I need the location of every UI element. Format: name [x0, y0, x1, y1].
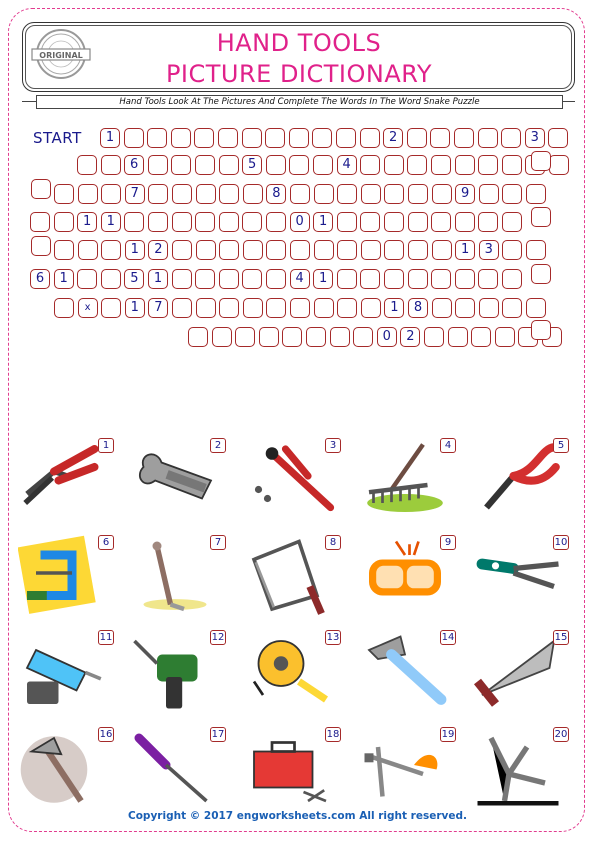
puzzle-cell[interactable]: [148, 155, 168, 175]
puzzle-cell[interactable]: [336, 128, 356, 148]
puzzle-cell[interactable]: [101, 298, 121, 318]
subtitle-rule-right: [563, 101, 575, 102]
puzzle-cell[interactable]: [531, 207, 551, 227]
puzzle-cell[interactable]: [54, 212, 74, 232]
pliers-icon: [473, 438, 563, 523]
puzzle-cell[interactable]: [266, 155, 286, 175]
puzzle-cell[interactable]: 4: [290, 269, 310, 289]
puzzle-cell[interactable]: [77, 155, 97, 175]
picture-16: [18, 727, 118, 812]
puzzle-cell[interactable]: [78, 240, 98, 260]
puzzle-cell[interactable]: 8: [408, 298, 428, 318]
puzzle-cell[interactable]: [531, 264, 551, 284]
tape-measure-icon: [245, 630, 335, 715]
puzzle-cell[interactable]: 0: [377, 327, 397, 347]
picture-number: 10: [554, 537, 568, 548]
puzzle-cell[interactable]: [548, 128, 568, 148]
puzzle-cell[interactable]: 5: [124, 269, 144, 289]
puzzle-cell[interactable]: [306, 327, 326, 347]
puzzle-cell[interactable]: [448, 327, 468, 347]
puzzle-cell[interactable]: [289, 155, 309, 175]
puzzle-cell[interactable]: [454, 128, 474, 148]
puzzle-cell[interactable]: 3: [525, 128, 545, 148]
puzzle-cell[interactable]: 1: [313, 269, 333, 289]
puzzle-cell[interactable]: [337, 184, 357, 204]
picture-14: [360, 630, 460, 715]
instructions-text: Hand Tools Look At The Pictures And Complete The Words In The Word Snake Puzzle: [36, 95, 563, 109]
puzzle-cell[interactable]: 5: [242, 155, 262, 175]
puzzle-cell[interactable]: [330, 327, 350, 347]
puzzle-cell[interactable]: 1: [313, 212, 333, 232]
puzzle-cell[interactable]: [360, 269, 380, 289]
puzzle-cell[interactable]: [455, 269, 475, 289]
handsaw-icon: [473, 630, 563, 715]
hacksaw-icon: [245, 535, 335, 620]
picture-number: 4: [440, 438, 456, 453]
puzzle-cell[interactable]: [407, 128, 427, 148]
puzzle-cell[interactable]: [526, 184, 546, 204]
picture-12: [130, 630, 230, 715]
locking-pliers-icon: [473, 535, 563, 620]
hammer-drill-icon: [130, 630, 220, 715]
puzzle-cell[interactable]: 4: [337, 155, 357, 175]
picture-number: 13: [326, 632, 340, 643]
puzzle-cell[interactable]: [478, 128, 498, 148]
puzzle-cell[interactable]: 6: [124, 155, 144, 175]
puzzle-cell[interactable]: [101, 155, 121, 175]
puzzle-cell[interactable]: [266, 298, 286, 318]
puzzle-cell[interactable]: [314, 240, 334, 260]
puzzle-cell[interactable]: [194, 128, 214, 148]
puzzle-cell[interactable]: [384, 212, 404, 232]
puzzle-cell[interactable]: [219, 155, 239, 175]
puzzle-cell[interactable]: [290, 240, 310, 260]
picture-5: [473, 438, 573, 523]
picture-9: [360, 535, 460, 620]
puzzle-cell[interactable]: [314, 298, 334, 318]
start-label: START: [33, 129, 82, 147]
puzzle-cell[interactable]: [54, 298, 74, 318]
picture-10: [473, 535, 573, 620]
puzzle-cell[interactable]: [337, 298, 357, 318]
puzzle-cell[interactable]: 1: [101, 212, 121, 232]
puzzle-cell[interactable]: [384, 184, 404, 204]
bolt-cutter-icon: [245, 438, 335, 523]
puzzle-cell[interactable]: [455, 212, 475, 232]
puzzle-cell[interactable]: [282, 327, 302, 347]
puzzle-cell[interactable]: 1: [54, 269, 74, 289]
puzzle-cell[interactable]: [478, 269, 498, 289]
puzzle-cell[interactable]: [31, 179, 51, 199]
puzzle-cell[interactable]: [478, 212, 498, 232]
puzzle-cell[interactable]: [526, 240, 546, 260]
picture-number: 16: [99, 729, 113, 740]
puzzle-cell[interactable]: 1: [125, 298, 145, 318]
subtitle-rule-left: [22, 101, 36, 102]
screwdriver-icon: [130, 727, 220, 812]
puzzle-cell[interactable]: [54, 240, 74, 260]
puzzle-cell[interactable]: 6: [30, 269, 50, 289]
diagonal-cutter-icon: [18, 438, 108, 523]
puzzle-cell[interactable]: [479, 298, 499, 318]
puzzle-cell[interactable]: 1: [455, 240, 475, 260]
puzzle-cell[interactable]: [407, 155, 427, 175]
puzzle-cell[interactable]: x: [78, 298, 98, 318]
picture-17: [130, 727, 230, 812]
picture-13: [245, 630, 345, 715]
puzzle-cell[interactable]: [455, 298, 475, 318]
puzzle-cell[interactable]: 1: [384, 298, 404, 318]
puzzle-cell[interactable]: [195, 269, 215, 289]
puzzle-cell[interactable]: [124, 128, 144, 148]
puzzle-cell[interactable]: 1: [77, 212, 97, 232]
puzzle-cell[interactable]: [243, 298, 263, 318]
picture-number: 2: [210, 438, 226, 453]
puzzle-cell[interactable]: [312, 128, 332, 148]
picture-number: 17: [211, 729, 225, 740]
puzzle-cell[interactable]: [502, 212, 522, 232]
page-title: HAND TOOLS: [216, 29, 382, 57]
screw-icon: [473, 727, 563, 812]
puzzle-cell[interactable]: [549, 155, 569, 175]
picture-15: [473, 630, 573, 715]
puzzle-cell[interactable]: [408, 184, 428, 204]
puzzle-cell[interactable]: [361, 298, 381, 318]
puzzle-cell[interactable]: [408, 269, 428, 289]
puzzle-cell[interactable]: [172, 212, 192, 232]
c-clamp-icon: [18, 535, 108, 620]
puzzle-cell[interactable]: [188, 327, 208, 347]
puzzle-cell[interactable]: [289, 128, 309, 148]
picture-2: [130, 438, 230, 523]
puzzle-cell[interactable]: [337, 240, 357, 260]
picture-number: 9: [440, 535, 456, 550]
puzzle-cell[interactable]: [172, 298, 192, 318]
puzzle-cell[interactable]: 7: [125, 184, 145, 204]
picture-4: [360, 438, 460, 523]
file-tool-icon: [130, 535, 220, 620]
puzzle-cell[interactable]: [172, 269, 192, 289]
puzzle-cell[interactable]: [219, 298, 239, 318]
puzzle-cell[interactable]: [431, 155, 451, 175]
puzzle-cell[interactable]: 9: [455, 184, 475, 204]
puzzle-cell[interactable]: [495, 327, 515, 347]
puzzle-cell[interactable]: [101, 184, 121, 204]
puzzle-cell[interactable]: 1: [125, 240, 145, 260]
puzzle-cell[interactable]: 0: [290, 212, 310, 232]
hammer-icon: [360, 630, 450, 715]
puzzle-cell[interactable]: [31, 236, 51, 256]
puzzle-cell[interactable]: 8: [266, 184, 286, 204]
puzzle-cell[interactable]: [479, 184, 499, 204]
puzzle-cell[interactable]: [243, 184, 263, 204]
puzzle-cell[interactable]: [147, 128, 167, 148]
copyright-footer: Copyright © 2017 engworksheets.com All right reserved.: [128, 810, 467, 822]
puzzle-cell[interactable]: [30, 212, 50, 232]
puzzle-cell[interactable]: [265, 128, 285, 148]
puzzle-cell[interactable]: [432, 298, 452, 318]
picture-number: 5: [553, 438, 569, 453]
picture-8: [245, 535, 345, 620]
picture-3: [245, 438, 345, 523]
puzzle-cell[interactable]: [430, 128, 450, 148]
puzzle-cell[interactable]: [219, 269, 239, 289]
cordless-drill-icon: [18, 630, 108, 715]
puzzle-cell[interactable]: [243, 240, 263, 260]
picture-number: 8: [325, 535, 341, 550]
axe-icon: [18, 727, 108, 812]
puzzle-cell[interactable]: [101, 240, 121, 260]
puzzle-cell[interactable]: [531, 151, 551, 171]
picture-number: 15: [554, 632, 568, 643]
puzzle-cell[interactable]: 3: [479, 240, 499, 260]
picture-number: 19: [441, 729, 455, 740]
picture-18: [245, 727, 345, 812]
puzzle-cell[interactable]: [77, 269, 97, 289]
picture-number: 18: [326, 729, 340, 740]
puzzle-cell[interactable]: [242, 212, 262, 232]
puzzle-cell[interactable]: [337, 269, 357, 289]
puzzle-cell[interactable]: [171, 128, 191, 148]
puzzle-cell[interactable]: [384, 240, 404, 260]
puzzle-cell[interactable]: [431, 212, 451, 232]
puzzle-cell[interactable]: [148, 184, 168, 204]
picture-number: 3: [325, 438, 341, 453]
toolbox-icon: [245, 727, 335, 812]
puzzle-cell[interactable]: [478, 155, 498, 175]
puzzle-cell[interactable]: [314, 184, 334, 204]
puzzle-cell[interactable]: [384, 155, 404, 175]
puzzle-cell[interactable]: 2: [400, 327, 420, 347]
puzzle-cell[interactable]: [124, 212, 144, 232]
puzzle-cell[interactable]: [212, 327, 232, 347]
page-subtitle-title: PICTURE DICTIONARY: [165, 60, 433, 88]
puzzle-cell[interactable]: [172, 240, 192, 260]
puzzle-cell[interactable]: [148, 212, 168, 232]
puzzle-cell[interactable]: [360, 128, 380, 148]
puzzle-cell[interactable]: [384, 269, 404, 289]
puzzle-cell[interactable]: [259, 327, 279, 347]
puzzle-cell[interactable]: [196, 240, 216, 260]
puzzle-cell[interactable]: [455, 155, 475, 175]
puzzle-cell[interactable]: [431, 269, 451, 289]
puzzle-cell[interactable]: [502, 298, 522, 318]
puzzle-cell[interactable]: 2: [148, 240, 168, 260]
puzzle-cell[interactable]: [424, 327, 444, 347]
puzzle-cell[interactable]: 2: [383, 128, 403, 148]
picture-20: [473, 727, 573, 812]
puzzle-cell[interactable]: [242, 269, 262, 289]
picture-number: 1: [98, 438, 114, 453]
puzzle-cell[interactable]: [219, 184, 239, 204]
stamp-text: ORIGINAL: [39, 51, 83, 60]
picture-number: 6: [98, 535, 114, 550]
picture-6: [18, 535, 118, 620]
picture-1: [18, 438, 118, 523]
picture-number: 11: [99, 632, 113, 643]
puzzle-cell[interactable]: [219, 240, 239, 260]
puzzle-cell[interactable]: [218, 128, 238, 148]
puzzle-cell[interactable]: [266, 212, 286, 232]
puzzle-cell[interactable]: [337, 212, 357, 232]
puzzle-cell[interactable]: [432, 240, 452, 260]
puzzle-cell[interactable]: [54, 184, 74, 204]
picture-number: 12: [211, 632, 225, 643]
puzzle-cell[interactable]: [502, 240, 522, 260]
puzzle-cell[interactable]: [196, 184, 216, 204]
puzzle-cell[interactable]: [101, 269, 121, 289]
puzzle-cell[interactable]: [235, 327, 255, 347]
puzzle-cell[interactable]: [408, 240, 428, 260]
puzzle-cell[interactable]: [531, 320, 551, 340]
puzzle-cell[interactable]: 7: [148, 298, 168, 318]
puzzle-cell[interactable]: [195, 155, 215, 175]
puzzle-cell[interactable]: [502, 184, 522, 204]
puzzle-cell[interactable]: [502, 155, 522, 175]
puzzle-cell[interactable]: 1: [100, 128, 120, 148]
puzzle-cell[interactable]: [360, 212, 380, 232]
picture-number: 20: [554, 729, 568, 740]
puzzle-cell[interactable]: [353, 327, 373, 347]
puzzle-cell[interactable]: [361, 240, 381, 260]
picture-19: [360, 727, 460, 812]
picture-number: 7: [210, 535, 226, 550]
puzzle-cell[interactable]: [172, 184, 192, 204]
puzzle-cell[interactable]: [195, 212, 215, 232]
puzzle-cell[interactable]: [360, 155, 380, 175]
puzzle-cell[interactable]: [78, 184, 98, 204]
puzzle-cell[interactable]: [408, 212, 428, 232]
puzzle-cell[interactable]: [526, 298, 546, 318]
puzzle-cell[interactable]: [290, 298, 310, 318]
puzzle-cell[interactable]: [432, 184, 452, 204]
puzzle-cell[interactable]: [242, 128, 262, 148]
puzzle-cell[interactable]: 1: [148, 269, 168, 289]
safety-goggles-icon: [360, 535, 450, 620]
picture-7: [130, 535, 230, 620]
puzzle-cell[interactable]: [266, 269, 286, 289]
puzzle-cell[interactable]: [196, 298, 216, 318]
puzzle-cell[interactable]: [290, 184, 310, 204]
picture-number: 14: [441, 632, 455, 643]
puzzle-cell[interactable]: [171, 155, 191, 175]
puzzle-cell[interactable]: [313, 155, 333, 175]
puzzle-cell[interactable]: [266, 240, 286, 260]
puzzle-cell[interactable]: [361, 184, 381, 204]
puzzle-cell[interactable]: [471, 327, 491, 347]
rake-icon: [360, 438, 450, 523]
adjustable-wrench-icon: [130, 438, 220, 523]
nails-icon: [360, 727, 450, 812]
puzzle-cell[interactable]: [219, 212, 239, 232]
picture-11: [18, 630, 118, 715]
puzzle-cell[interactable]: [502, 269, 522, 289]
puzzle-cell[interactable]: [501, 128, 521, 148]
